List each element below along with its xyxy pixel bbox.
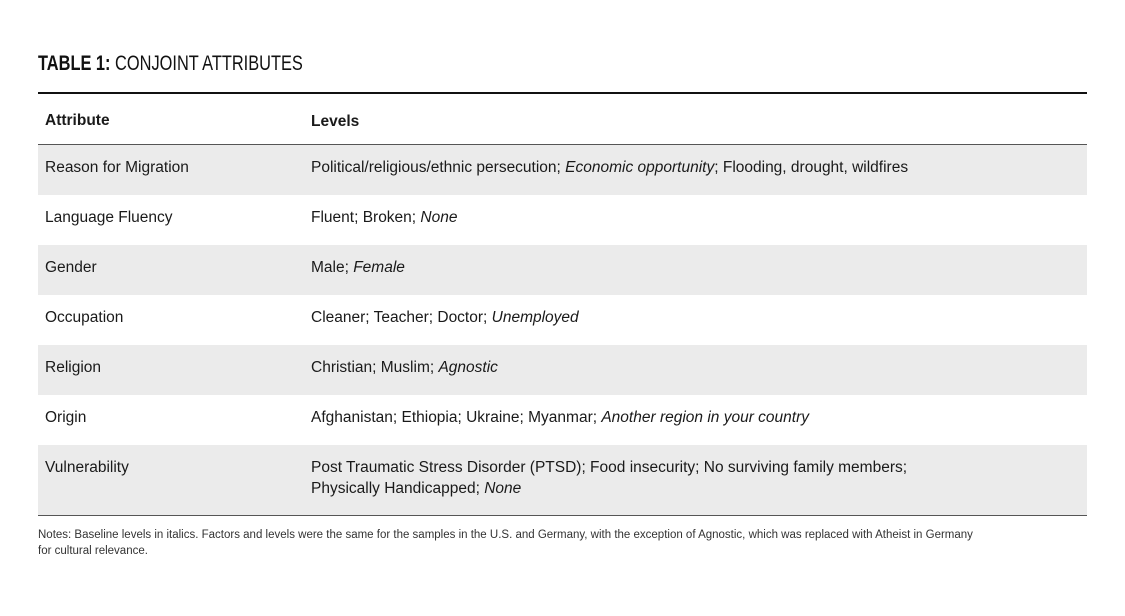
table-header-row	[38, 94, 1087, 145]
levels-cell	[311, 457, 1087, 499]
attribute-cell: Origin	[45, 409, 87, 426]
attribute-cell: Reason for Migration	[45, 159, 189, 176]
baseline-level: Economic opportunity	[565, 159, 715, 176]
baseline-level: Female	[353, 259, 405, 276]
baseline-level: None	[420, 209, 458, 226]
attribute-cell: Occupation	[45, 309, 124, 326]
table-number: TABLE 1:	[38, 52, 111, 75]
table-notes: Notes: Baseline levels in italics. Factors and levels were the same for the samples in the U.S. and Germany, with the exception of Agnostic, which was replaced with Atheist in Germany for cultural relevance.	[38, 529, 973, 557]
table-caption: CONJOINT ATTRIBUTES	[115, 52, 303, 75]
table-row	[38, 195, 1087, 245]
attribute-cell: Religion	[45, 359, 102, 376]
attribute-cell: Language Fluency	[45, 209, 173, 226]
levels-cell	[311, 157, 1087, 178]
level-text: Physically Handicapped;	[311, 480, 485, 497]
level-text: Christian; Muslim;	[311, 359, 439, 376]
level-text: Male;	[311, 259, 354, 276]
level-text: Post Traumatic Stress Disorder (PTSD); Food insecurity; No surviving family members;	[311, 459, 908, 476]
attribute-cell: Vulnerability	[45, 459, 129, 476]
levels-cell	[311, 257, 1087, 278]
baseline-level: Agnostic	[438, 359, 498, 376]
levels-cell	[311, 307, 1087, 328]
baseline-level: Another region in your country	[601, 409, 809, 426]
table-row	[38, 295, 1087, 345]
table-row	[38, 145, 1087, 195]
level-text: ; Flooding, drought, wildfires	[714, 159, 909, 176]
table-body	[38, 145, 1087, 515]
table-row	[38, 395, 1087, 445]
level-text: Fluent; Broken;	[311, 209, 421, 226]
levels-cell	[311, 357, 1087, 378]
level-text: Afghanistan; Ethiopia; Ukraine; Myanmar;	[311, 409, 602, 426]
table-title	[38, 52, 303, 76]
table-row	[38, 345, 1087, 395]
column-header-levels: Levels	[311, 112, 360, 130]
table-row	[38, 245, 1087, 295]
conjoint-attributes-table	[38, 92, 1087, 516]
levels-cell	[311, 407, 1087, 428]
column-header-attribute: Attribute	[45, 112, 110, 129]
level-text: Cleaner; Teacher; Doctor;	[311, 309, 492, 326]
level-text: Political/religious/ethnic persecution;	[311, 159, 566, 176]
baseline-level: Unemployed	[491, 309, 579, 326]
table-row	[38, 445, 1087, 515]
levels-cell	[311, 207, 1087, 228]
baseline-level: None	[484, 480, 522, 497]
attribute-cell: Gender	[45, 259, 97, 276]
